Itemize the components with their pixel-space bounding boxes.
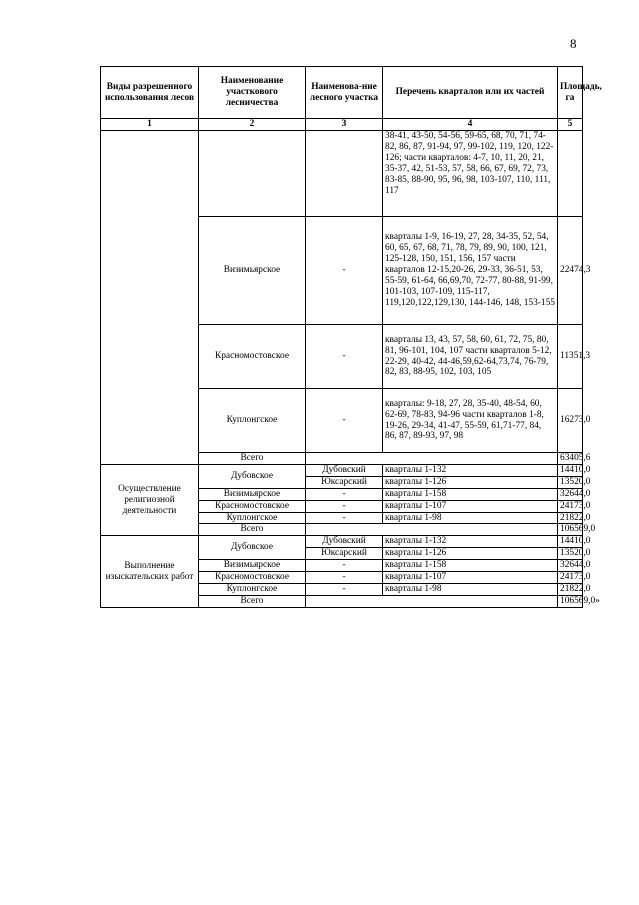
col-number: 4 (383, 119, 558, 131)
site-cell: - (306, 488, 383, 500)
area-cell: 13520,0 (558, 476, 583, 488)
total-label: Всего (199, 524, 306, 536)
forestry-cell: Красномостовское (199, 572, 306, 584)
quarters-cell: кварталы 1-9, 16-19, 27, 28, 34-35, 52, 54, 60, 65, 67, 68, 71, 78, 79, 89, 90, 100, 121, 125-128, 150, 151, 156, 157 части кварталов 12-15,20-26, 29-33, 36-51, 53, 55-59, 61-64, 66,69,70, 72-77, 80-88, 91-99, 101-103, 107-109, 115-117, 119,120,122,129,130, 144-146, 148, 153-155 (383, 217, 558, 325)
forestry-cell: Визимьярское (199, 560, 306, 572)
area-cell: 32644,0 (558, 560, 583, 572)
site-cell: - (306, 325, 383, 389)
area-cell: 32644,0 (558, 488, 583, 500)
use-type-cell: Осуществление религиозной деятельности (101, 464, 199, 535)
area-cell: 11351,3 (558, 325, 583, 389)
quarters-cell: кварталы: 9-18, 27, 28, 35-40, 48-54, 60, 62-69, 78-83, 94-96 части кварталов 1-8, 19-26, 29-34, 41-47, 55-59, 61,71-77, 84, 86, 87, 89-93, 97, 98 (383, 389, 558, 453)
forestry-cell: Дубовское (199, 536, 306, 560)
area-cell: 16273,0 (558, 389, 583, 453)
header-area: Площадь, га (558, 67, 583, 119)
area-cell: 22474,3 (558, 217, 583, 325)
total-area: 106569,0» (558, 595, 583, 607)
area-cell: 21822,0 (558, 512, 583, 524)
total-area: 106569,0 (558, 524, 583, 536)
col-number: 2 (199, 119, 306, 131)
quarters-cell: кварталы 1-107 (383, 572, 558, 584)
table-row (101, 464, 583, 476)
quarters-cell: кварталы 1-126 (383, 548, 558, 560)
area-cell: 14410,0 (558, 464, 583, 476)
header-forestry: Наименование участкового лесничества (199, 67, 306, 119)
site-cell: Дубовский (306, 536, 383, 548)
forestry-cell: Визимьярское (199, 217, 306, 325)
col-number: 5 (558, 119, 583, 131)
quarters-cell: кварталы 1-158 (383, 488, 558, 500)
forestry-cell: Куплонгское (199, 389, 306, 453)
quarters-cell: кварталы 1-98 (383, 583, 558, 595)
site-cell: Дубовский (306, 464, 383, 476)
col-number: 3 (306, 119, 383, 131)
area-cell: 21822,0 (558, 583, 583, 595)
area-cell: 14410,0 (558, 536, 583, 548)
use-type-cell: Выполнение изыскательских работ (101, 536, 199, 607)
total-area: 63405,6 (558, 453, 583, 465)
forestry-cell: Визимьярское (199, 488, 306, 500)
site-cell: - (306, 560, 383, 572)
site-cell: - (306, 217, 383, 325)
quarters-cell: кварталы 1-126 (383, 476, 558, 488)
total-label: Всего (199, 453, 306, 465)
site-cell: - (306, 389, 383, 453)
site-cell: Юксарский (306, 548, 383, 560)
header-site: Наименова-ние лесного участка (306, 67, 383, 119)
area-cell: 24173,0 (558, 572, 583, 584)
table-row (101, 131, 583, 217)
header-quarters: Перечень кварталов или их частей (383, 67, 558, 119)
quarters-cell: кварталы 1-132 (383, 464, 558, 476)
use-type-cell (101, 131, 199, 465)
total-label: Всего (199, 595, 306, 607)
table-row (101, 536, 583, 548)
forest-use-table (100, 66, 602, 608)
header-use-type: Виды разрешенного использования лесов (101, 67, 199, 119)
quarters-cell: кварталы 1-132 (383, 536, 558, 548)
area-cell: 24173,0 (558, 500, 583, 512)
site-cell: Юксарский (306, 476, 383, 488)
page-number: 8 (570, 36, 577, 51)
site-cell: - (306, 500, 383, 512)
area-cell: 13520,0 (558, 548, 583, 560)
forestry-cell: Дубовское (199, 464, 306, 488)
forestry-cell: Куплонгское (199, 512, 306, 524)
quarters-cell: кварталы 1-98 (383, 512, 558, 524)
quarters-cell: кварталы 1-107 (383, 500, 558, 512)
quarters-cell: 38-41, 43-50, 54-56, 59-65, 68, 70, 71, 74-82, 86, 87, 91-94, 97, 99-102, 119, 120, 122-126; части кварталов: 4-7, 10, 11, 20, 21, 35-37, 42, 51-53, 57, 58, 66, 67, 69, 72, 73, 83-85, 88-90, 95, 96, 98, 103-107, 110, 111, 117 (383, 131, 558, 217)
site-cell: - (306, 583, 383, 595)
site-cell: - (306, 512, 383, 524)
forestry-cell: Куплонгское (199, 583, 306, 595)
forestry-cell: Красномостовское (199, 500, 306, 512)
forestry-cell: Красномостовское (199, 325, 306, 389)
quarters-cell: кварталы 1-158 (383, 560, 558, 572)
col-number: 1 (101, 119, 199, 131)
quarters-cell: кварталы 13, 43, 57, 58, 60, 61, 72, 75, 80, 81, 96-101, 104, 107 части кварталов 5-12, 22-29, 40-42, 44-46,59,62-64,73,74, 76-79, 82, 83, 88-95, 102, 103, 105 (383, 325, 558, 389)
site-cell: - (306, 572, 383, 584)
